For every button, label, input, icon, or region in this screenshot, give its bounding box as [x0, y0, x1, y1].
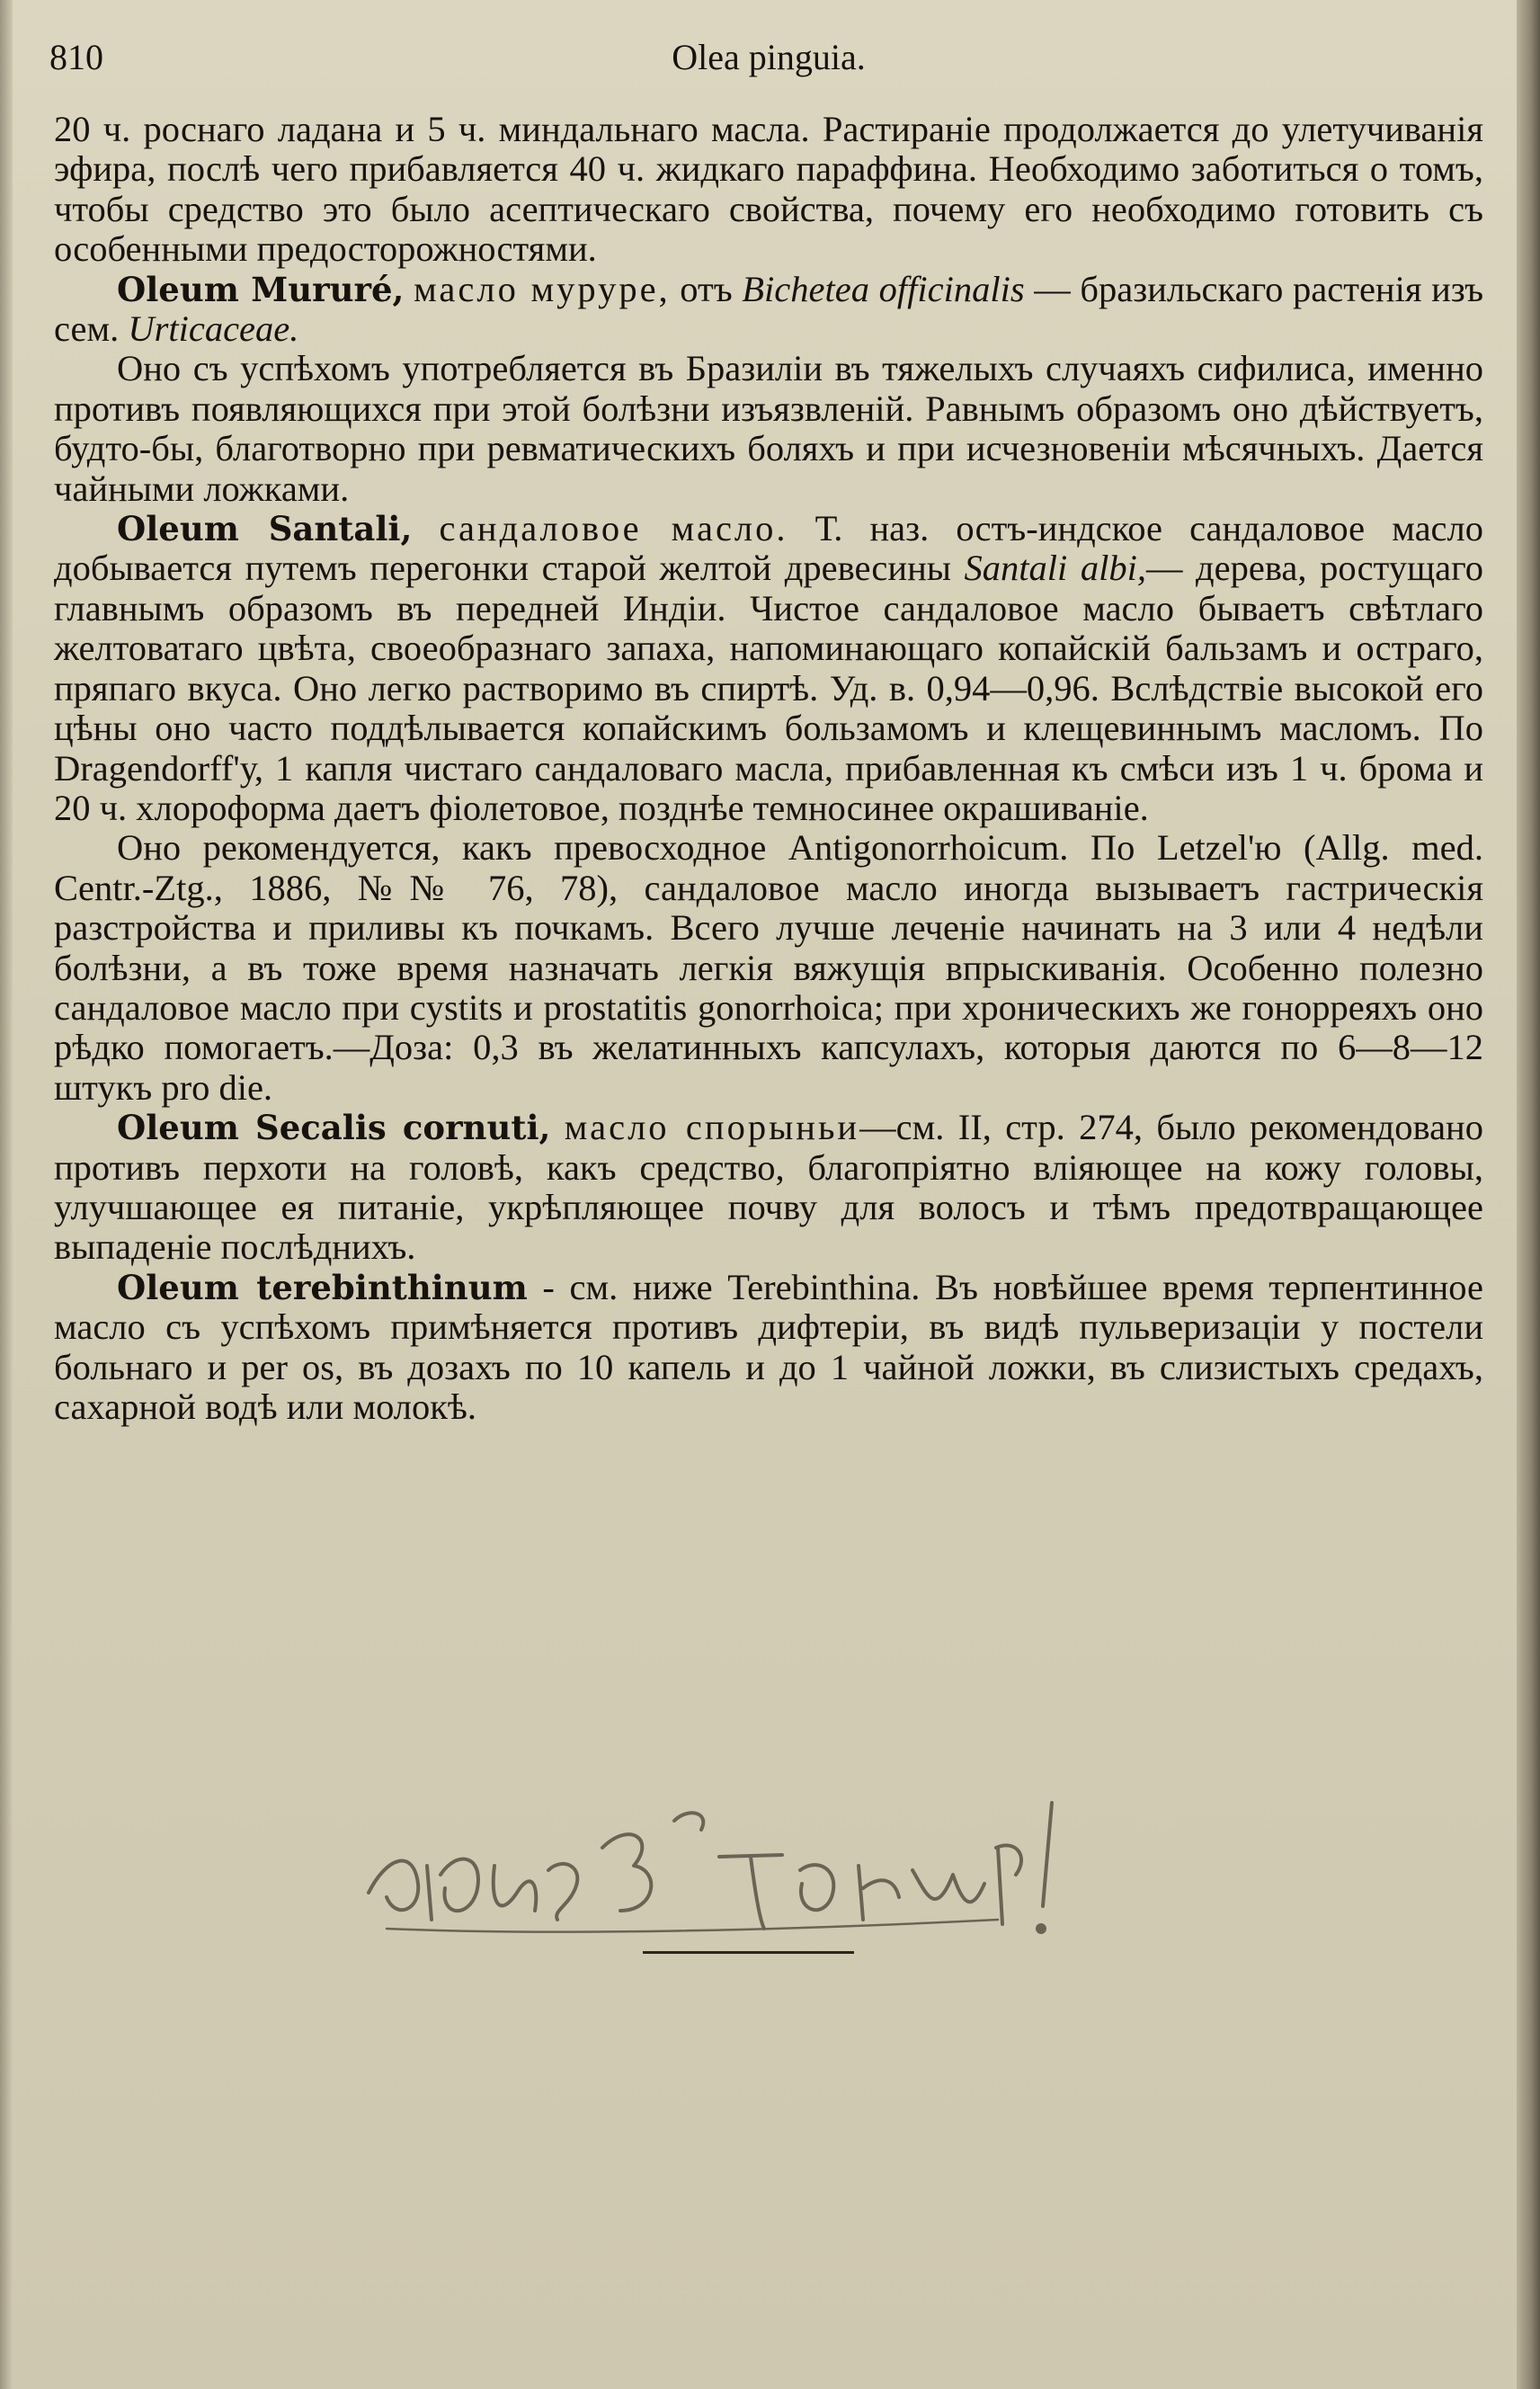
body-text	[54, 110, 1483, 1427]
latin-family: Urticaceae.	[128, 308, 299, 350]
entry-text: отъ	[670, 268, 743, 309]
running-title: Olea pinguia.	[672, 37, 866, 77]
paragraph-murure-usage: Оно съ успѣхомъ употребляется въ Бразиліи въ тяжелыхъ случаяхъ сифилиса, именно противъ появляющихся при этой болѣзни изъязвленій. Равнымъ образомъ оно дѣйствуетъ, будто-бы, благотворно при ревматическихъ боляхъ и при исчезновеніи мѣсячныхъ. Дается чайными ложками.	[54, 348, 1483, 509]
entry-oleum-santali	[54, 509, 1483, 828]
handwritten-signature	[333, 1785, 1124, 1947]
entry-russian-name: масло спорыньи	[564, 1107, 860, 1148]
entry-text: — бразильскаго растенія изъ сем.	[54, 268, 1484, 350]
entry-russian-name: масло муруре,	[414, 268, 671, 309]
entry-term: Oleum Mururé,	[117, 269, 405, 309]
latin-name: Santali albi,	[964, 548, 1146, 589]
entry-text: Т. наз. остъ-индское сандаловое масло добывается путемъ перегонки старой желтой древесины	[54, 508, 1483, 589]
entry-oleum-terebinthinum	[54, 1268, 1483, 1428]
entry-text: - см. ниже Terebinthina. Въ новѣйшее время терпентинное масло съ успѣхомъ примѣняется противъ дифтеріи, въ видѣ пульверизаціи у постели больнаго и per os, въ дозахъ по 10 капель и до 1 чайной ложки, въ слизистыхъ средахъ, сахарной водѣ или молокѣ.	[54, 1266, 1483, 1427]
entry-term: Oleum Secalis cornuti,	[117, 1108, 551, 1148]
page-header	[49, 36, 1488, 90]
entry-text: —см. II, стр. 274, было рекомендовано противъ перхоти на головѣ, какъ средство, благопріятно вліяющее на кожу головы, улучшающее ея питаніе, укрѣпляющее почву для волосъ и тѣмъ предотвращающее выпаденіе послѣднихъ.	[54, 1107, 1483, 1268]
page-left-edge	[0, 0, 13, 2389]
page-right-edge	[1517, 0, 1540, 2389]
end-rule	[643, 1951, 854, 1954]
entry-oleum-secalis	[54, 1108, 1483, 1268]
paragraph-1: 20 ч. роснаго ладана и 5 ч. миндальнаго масла. Растираніе продолжается до улетучиванія эфира, послѣ чего прибавляется 40 ч. жидкаго параффина. Необходимо заботиться о томъ, чтобы средство это было асептическаго свойства, почему его необходимо готовить съ особенными предосторожностями.	[54, 109, 1483, 270]
entry-oleum-murure	[54, 270, 1483, 350]
paragraph-santali-usage: Оно рекомендуется, какъ превосходное Antigonorrhoicum. По Letzel'ю (Allg. med. Centr.-Ztg., 1886, №№ 76, 78), сандаловое масло иногда вызываетъ гастрическія разстройства и приливы къ почкамъ. Всего лучше леченіе начинать на 3 или 4 недѣли болѣзни, а въ тоже время назначать легкія вяжущія впрыскиванія. Особенно полезно сандаловое масло при cystits и prostatitis gonorrhoica; при хроническихъ же гонорреяхъ оно рѣдко помогаетъ.—Доза: 0,3 въ желатинныхъ капсулахъ, которыя даются по 6—8—12 штукъ pro die.	[54, 827, 1483, 1108]
entry-term: Oleum Santali,	[117, 509, 413, 549]
page-number: 810	[49, 37, 103, 77]
entry-term: Oleum terebinthinum	[117, 1267, 528, 1307]
latin-name: Bichetea officinalis	[742, 268, 1025, 309]
entry-text: — дерева, ростущаго главнымъ образомъ въ передней Индіи. Чистое сандаловое масло бываетъ свѣтлаго желтоватаго цвѣта, своеобразнаго запаха, напоминающаго копайскій бальзамъ и остраго, пряпаго вкуса. Оно легко растворимо въ спиртѣ. Уд. в. 0,94—0,96. Вслѣдствіе высокой его цѣны оно часто поддѣлывается копайскимъ бользамомъ и клещевиннымъ масломъ. По Dragendorff'у, 1 капля чистаго сандаловаго масла, прибавленная къ смѣси изъ 1 ч. брома и 20 ч. хлороформа даетъ фіолетовое, позднѣе темносинее окрашиваніе.	[54, 548, 1483, 828]
entry-russian-name: сандаловое масло.	[439, 508, 788, 549]
